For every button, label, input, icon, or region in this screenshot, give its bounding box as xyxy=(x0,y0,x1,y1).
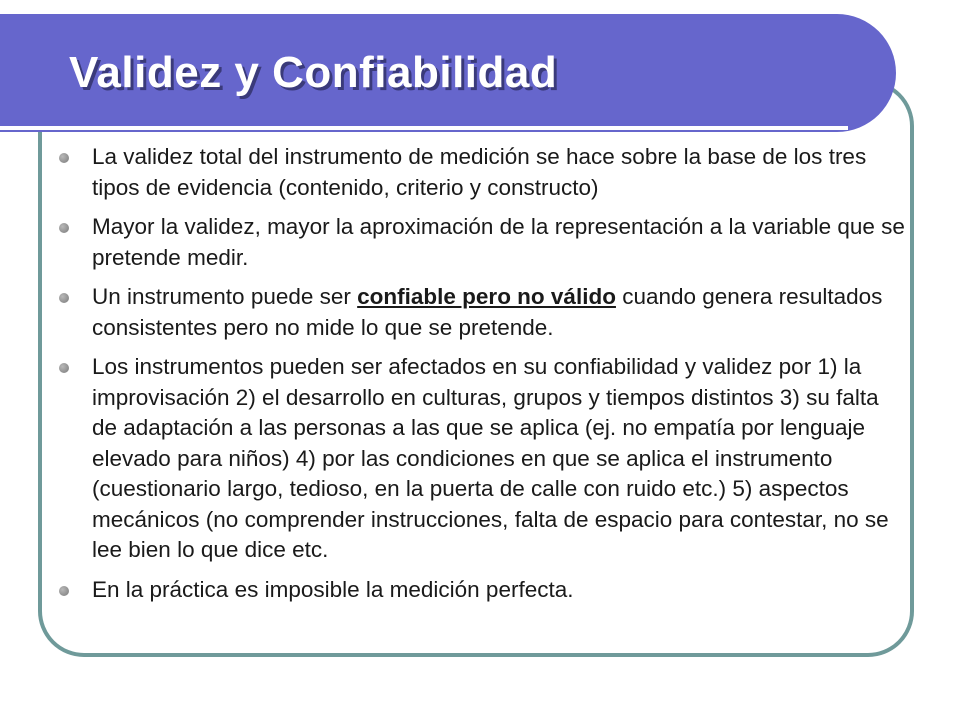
slide-title: Validez y Confiabilidad xyxy=(69,48,558,97)
bullet-dot-icon xyxy=(59,293,69,303)
bullet-item xyxy=(56,142,906,203)
bullet-item xyxy=(56,282,906,343)
bullet-item xyxy=(56,352,906,566)
bullet-list xyxy=(56,142,906,614)
bullet-dot-icon xyxy=(59,363,69,373)
bullet-dot-icon xyxy=(59,153,69,163)
title-underline xyxy=(0,126,848,130)
bullet-text: Los instrumentos pueden ser afectados en su confiabilidad y validez por 1) la improvisación 2) el desarrollo en culturas, grupos y tiempos distintos 3) su falta de adaptación a las personas a las que se aplica (ej. no empatía por lenguaje elevado para niños) 4) por las condiciones en que se aplica el instrumento (cuestionario largo, tedioso, en la puerta de calle con ruido etc.) 5) aspectos mecánicos (no comprender instrucciones, falta de espacio para contestar, no se lee bien lo que dice etc. xyxy=(92,354,889,562)
bullet-dot-icon xyxy=(59,223,69,233)
bullet-text: La validez total del instrumento de medición se hace sobre la base de los tres tipos de evidencia (contenido, criterio y constructo) xyxy=(92,144,867,200)
bullet-item xyxy=(56,575,906,606)
bullet-text: Mayor la validez, mayor la aproximación de la representación a la variable que se pretende medir. xyxy=(92,214,905,270)
bullet-emphasis: confiable pero no válido xyxy=(357,284,616,309)
bullet-item xyxy=(56,212,906,273)
bullet-text-after: cuando genera resultados consistentes pero no mide lo que se pretende. xyxy=(92,284,883,340)
bullet-text-before: Un instrumento puede ser xyxy=(92,284,358,309)
bullet-text: En la práctica es imposible la medición perfecta. xyxy=(92,576,574,602)
bullet-dot-icon xyxy=(59,586,69,596)
